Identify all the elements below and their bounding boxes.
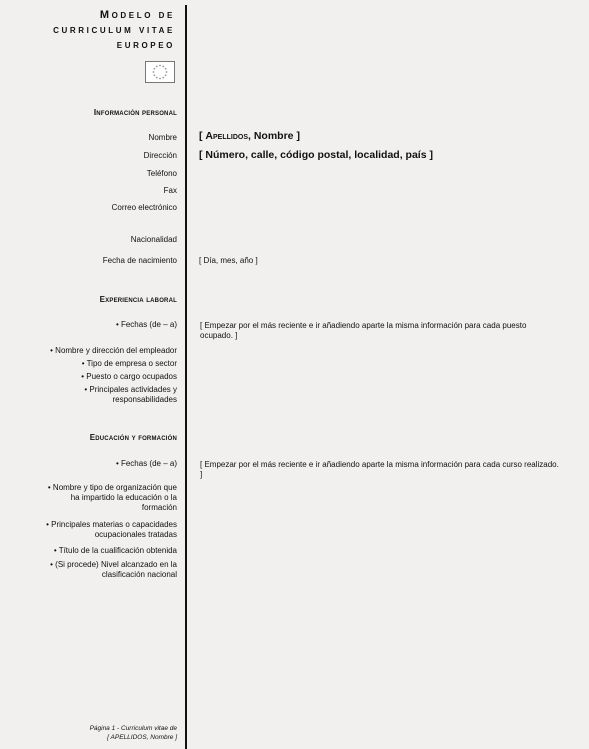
name-bracket: [ [199, 130, 206, 142]
label-address: Dirección [143, 151, 177, 160]
column-divider [185, 5, 187, 749]
flag-star [159, 78, 161, 80]
section-title-personal: Información personal [93, 108, 177, 117]
section-title-experience: Experiencia laboral [99, 295, 177, 304]
label-subjects-line-2: ocupacionales tratadas [94, 530, 177, 539]
section-title-education: Educación y formación [89, 433, 177, 442]
label-fax: Fax [163, 186, 177, 195]
flag-star [165, 74, 167, 76]
label-organization [48, 483, 177, 513]
label-employer: • Nombre y dirección del empleador [50, 346, 177, 355]
label-position: • Puesto o cargo ocupados [81, 372, 177, 381]
label-email: Correo electrónico [111, 203, 177, 212]
value-birth-date: [ Día, mes, año ] [199, 256, 258, 265]
value-edu-dates: [ Empezar por el más reciente e ir añadiendo aparte la misma información para cada curso realizado. ] [200, 460, 559, 479]
label-birth-date: Fecha de nacimiento [102, 256, 177, 265]
label-subjects-line-1: • Principales materias o capacidades [46, 520, 177, 529]
name-rest: , Nombre ] [248, 130, 300, 142]
flag-star [153, 74, 155, 76]
footer-line-2: [ APELLIDOS, Nombre ] [107, 734, 177, 741]
title-line-2: curriculum vitae [53, 24, 175, 36]
label-level-line-1: • (Si procede) Nivel alcanzado en la [50, 560, 177, 569]
flag-star [166, 71, 168, 73]
flag-star [162, 77, 164, 79]
document-title [53, 8, 175, 53]
label-organization-line-2: ha impartido la educación o la [70, 493, 177, 502]
label-edu-dates: • Fechas (de – a) [115, 459, 177, 468]
value-name [199, 131, 300, 141]
value-exp-dates: [ Empezar por el más reciente e ir añadiendo aparte la misma información para cada puesto ocupado. ] [200, 321, 527, 340]
value-address: [ Número, calle, código postal, localidad, país ] [199, 149, 433, 161]
flag-star [153, 68, 155, 70]
label-sector: • Tipo de empresa o sector [81, 359, 177, 368]
flag-star [156, 77, 158, 79]
label-name: Nombre [148, 133, 177, 142]
label-phone: Teléfono [146, 169, 177, 178]
label-organization-line-3: formación [141, 503, 177, 512]
label-level-line-2: clasificación nacional [101, 570, 177, 579]
label-exp-dates: • Fechas (de – a) [115, 320, 177, 329]
label-qualification: • Título de la cualificación obtenida [53, 546, 177, 555]
label-activities-line-1: • Principales actividades y [84, 385, 177, 394]
flag-star [162, 65, 164, 67]
eu-flag-icon [145, 61, 175, 83]
footer-line-1: Página 1 - Curriculum vitae de [89, 725, 177, 732]
label-subjects [46, 520, 177, 540]
label-activities-line-2: responsabilidades [112, 395, 177, 404]
label-activities [84, 385, 177, 405]
label-organization-line-1: • Nombre y tipo de organización que [47, 483, 177, 492]
page-footer [90, 724, 177, 742]
flag-star [153, 71, 155, 73]
flag-star [156, 65, 158, 67]
name-surnames: Apellidos [205, 130, 249, 142]
label-nationality: Nacionalidad [130, 235, 177, 244]
title-line-1: Modelo de [99, 9, 175, 21]
title-line-3: europeo [116, 39, 175, 51]
flag-star [159, 65, 161, 67]
flag-star [165, 68, 167, 70]
label-level [50, 560, 177, 580]
